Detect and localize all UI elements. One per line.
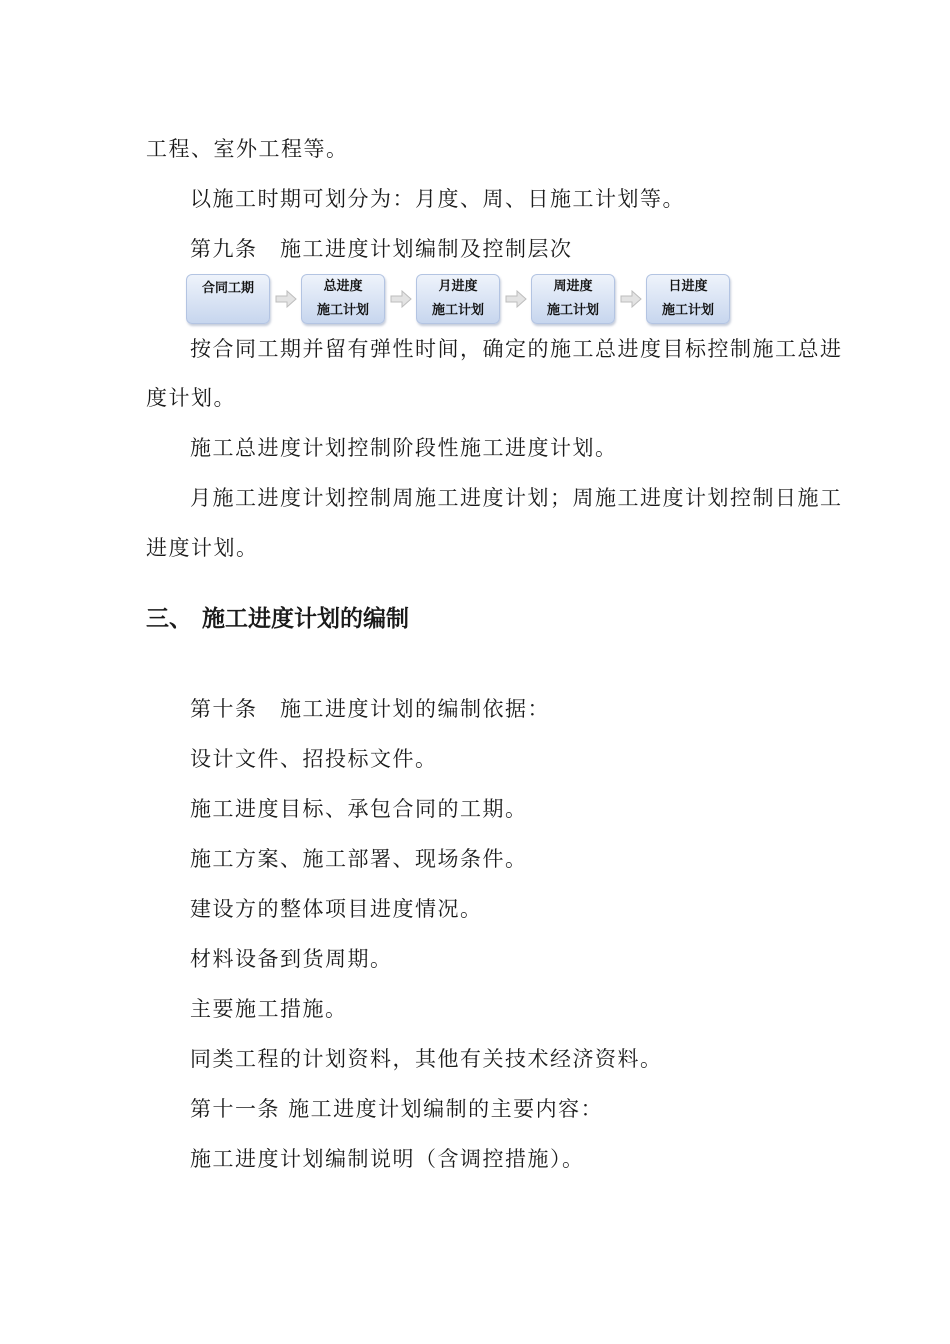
right-arrow-icon	[500, 275, 531, 323]
paragraph-text: 按合同工期并留有弹性时间，确定的施工总进度目标控制施工总进	[190, 337, 843, 361]
paragraph-text: 以施工时期可划分为：月度、周、日施工计划等。	[190, 187, 685, 211]
article-heading: 第十条 施工进度计划的编制依据：	[190, 697, 550, 721]
list-item: 主要施工措施。	[190, 997, 348, 1021]
right-arrow-icon	[385, 275, 416, 323]
flow-box-weekly-schedule	[531, 274, 615, 324]
flow-box-label: 日进度	[668, 279, 708, 294]
flow-box-label: 施工计划	[316, 303, 369, 318]
right-arrow-icon	[615, 275, 646, 323]
list-item: 同类工程的计划资料，其他有关技术经济资料。	[190, 1047, 663, 1071]
article-heading: 第十一条 施工进度计划编制的主要内容：	[190, 1097, 604, 1121]
paragraph-text: 工程、室外工程等。	[146, 137, 349, 161]
list-item: 材料设备到货周期。	[190, 947, 393, 971]
list-item: 设计文件、招投标文件。	[190, 747, 438, 771]
paragraph-text: 施工总进度计划控制阶段性施工进度计划。	[190, 436, 618, 460]
article-heading: 第九条 施工进度计划编制及控制层次	[190, 237, 573, 261]
flow-box-label: 合同工期	[201, 281, 254, 296]
flow-box-label: 总进度	[323, 279, 363, 294]
paragraph-text: 月施工进度计划控制周施工进度计划；周施工进度计划控制日施工	[190, 486, 843, 510]
flow-box-daily-schedule	[646, 274, 730, 324]
section-heading	[146, 603, 409, 635]
list-item: 建设方的整体项目进度情况。	[190, 897, 483, 921]
control-hierarchy-flow	[186, 274, 730, 324]
flow-box-label: 施工计划	[431, 303, 484, 318]
flow-box-label: 周进度	[553, 279, 593, 294]
right-arrow-icon	[270, 275, 301, 323]
list-item: 施工方案、施工部署、现场条件。	[190, 847, 528, 871]
flow-box-contract-period	[186, 274, 270, 324]
list-item: 施工进度计划编制说明（含调控措施）。	[190, 1147, 585, 1171]
paragraph-text: 度计划。	[146, 386, 236, 410]
flow-box-master-schedule	[301, 274, 385, 324]
paragraph-text: 进度计划。	[146, 536, 259, 560]
flow-box-label: 月进度	[438, 279, 478, 294]
section-number: 三、	[146, 606, 192, 632]
flow-box-label: 施工计划	[546, 303, 599, 318]
flow-box-label: 施工计划	[661, 303, 714, 318]
list-item: 施工进度目标、承包合同的工期。	[190, 797, 528, 821]
flow-box-monthly-schedule	[416, 274, 500, 324]
section-title: 施工进度计划的编制	[202, 606, 409, 632]
